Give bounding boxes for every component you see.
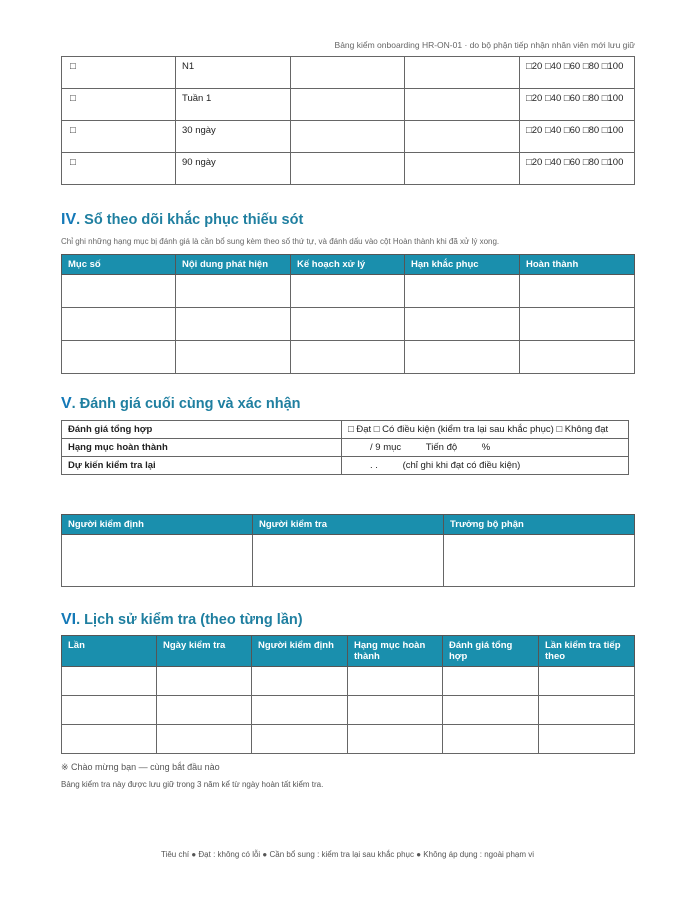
table-header-row xyxy=(62,636,635,667)
recheck-date: . . xyxy=(370,460,378,471)
table-header-row xyxy=(62,255,635,275)
empty-cell[interactable] xyxy=(291,89,405,121)
table-row xyxy=(62,421,629,439)
section-title-vi: VI. Lịch sử kiểm tra (theo từng lần) xyxy=(61,611,303,628)
empty-cell[interactable] xyxy=(539,696,635,725)
empty-cell[interactable] xyxy=(520,275,635,308)
completed-label: Hạng mục hoàn thành xyxy=(62,439,342,457)
column-header: Người kiểm định xyxy=(252,636,348,667)
table-row xyxy=(62,121,635,153)
column-header: Mục số xyxy=(62,255,176,275)
column-header: Người kiểm định xyxy=(62,515,253,535)
empty-cell[interactable] xyxy=(252,696,348,725)
column-header: Hoàn thành xyxy=(520,255,635,275)
column-header: Hạn khắc phục xyxy=(405,255,520,275)
checkbox[interactable]: □ xyxy=(62,89,176,121)
empty-cell[interactable] xyxy=(62,696,157,725)
table-row xyxy=(62,89,635,121)
header-note: Bảng kiểm onboarding HR-ON-01 · do bộ phận tiếp nhận nhân viên mới lưu giữ xyxy=(334,40,635,50)
empty-cell[interactable] xyxy=(348,696,443,725)
empty-cell[interactable] xyxy=(291,121,405,153)
empty-cell[interactable] xyxy=(405,341,520,374)
empty-cell[interactable] xyxy=(348,667,443,696)
empty-cell[interactable] xyxy=(520,341,635,374)
column-header: Trưởng bộ phận xyxy=(444,515,635,535)
checkbox[interactable]: □ xyxy=(62,121,176,153)
empty-cell[interactable] xyxy=(405,308,520,341)
score-options[interactable]: □20 □40 □60 □80 □100 xyxy=(520,153,635,185)
inspection-history-table xyxy=(61,635,635,754)
table-row xyxy=(62,275,635,308)
table-row xyxy=(62,457,629,475)
empty-cell[interactable] xyxy=(62,308,176,341)
checkbox[interactable]: □ xyxy=(62,153,176,185)
stage-cell: 90 ngày xyxy=(176,153,291,185)
remediation-table xyxy=(61,254,635,374)
column-header: Lần xyxy=(62,636,157,667)
empty-cell[interactable] xyxy=(539,667,635,696)
empty-cell[interactable] xyxy=(443,667,539,696)
completed-value[interactable] xyxy=(342,439,629,457)
signature-box[interactable] xyxy=(62,535,253,587)
empty-cell[interactable] xyxy=(405,57,520,89)
stage-cell: N1 xyxy=(176,57,291,89)
empty-cell[interactable] xyxy=(443,696,539,725)
empty-cell[interactable] xyxy=(405,275,520,308)
empty-cell[interactable] xyxy=(291,341,405,374)
column-header: Đánh giá tổng hợp xyxy=(443,636,539,667)
progress-label: Tiến độ xyxy=(425,442,458,453)
footer-note: ※ Chào mừng bạn — cùng bắt đầu nào xyxy=(61,762,220,772)
empty-cell[interactable] xyxy=(176,275,291,308)
empty-cell[interactable] xyxy=(62,667,157,696)
recheck-label: Dự kiến kiểm tra lại xyxy=(62,457,342,475)
empty-cell[interactable] xyxy=(252,725,348,754)
empty-cell[interactable] xyxy=(291,308,405,341)
score-options[interactable]: □20 □40 □60 □80 □100 xyxy=(520,57,635,89)
table-row xyxy=(62,439,629,457)
empty-cell[interactable] xyxy=(157,667,252,696)
table-row xyxy=(62,667,635,696)
empty-cell[interactable] xyxy=(62,275,176,308)
empty-cell[interactable] xyxy=(539,725,635,754)
column-header: Ngày kiểm tra xyxy=(157,636,252,667)
table-row xyxy=(62,535,635,587)
completed-count: / 9 mục xyxy=(370,442,402,453)
table-header-row xyxy=(62,515,635,535)
signature-table xyxy=(61,514,635,587)
empty-cell[interactable] xyxy=(443,725,539,754)
empty-cell[interactable] xyxy=(291,57,405,89)
retention-note: Bảng kiểm tra này được lưu giữ trong 3 năm kể từ ngày hoàn tất kiểm tra. xyxy=(61,780,324,789)
stage-cell: 30 ngày xyxy=(176,121,291,153)
column-header: Người kiểm tra xyxy=(253,515,444,535)
section-note: Chỉ ghi những hạng mục bị đánh giá là cần bổ sung kèm theo số thứ tự, và đánh dấu vào cột Hoàn thành khi đã xử lý xong. xyxy=(61,237,500,246)
section-title-v: V. Đánh giá cuối cùng và xác nhận xyxy=(61,395,301,412)
empty-cell[interactable] xyxy=(176,341,291,374)
percent-sign: % xyxy=(481,442,491,453)
column-header: Nội dung phát hiện xyxy=(176,255,291,275)
criteria-legend: Tiêu chí ● Đạt : không có lỗi ● Cần bổ sung : kiểm tra lại sau khắc phục ● Không áp dụng : ngoài phạm vi xyxy=(160,850,535,859)
empty-cell[interactable] xyxy=(405,153,520,185)
score-options[interactable]: □20 □40 □60 □80 □100 xyxy=(520,121,635,153)
checklist-table xyxy=(61,56,635,185)
checkbox[interactable]: □ xyxy=(62,57,176,89)
table-row xyxy=(62,696,635,725)
table-row xyxy=(62,57,635,89)
stage-cell: Tuần 1 xyxy=(176,89,291,121)
table-row xyxy=(62,153,635,185)
empty-cell[interactable] xyxy=(62,725,157,754)
empty-cell[interactable] xyxy=(348,725,443,754)
empty-cell[interactable] xyxy=(520,308,635,341)
empty-cell[interactable] xyxy=(157,725,252,754)
table-row xyxy=(62,308,635,341)
empty-cell[interactable] xyxy=(291,153,405,185)
table-row xyxy=(62,341,635,374)
empty-cell[interactable] xyxy=(405,89,520,121)
empty-cell[interactable] xyxy=(291,275,405,308)
recheck-note: (chỉ ghi khi đạt có điều kiện) xyxy=(402,460,521,471)
empty-cell[interactable] xyxy=(62,341,176,374)
table-row xyxy=(62,725,635,754)
final-evaluation-table xyxy=(61,420,629,475)
overall-label: Đánh giá tổng hợp xyxy=(62,421,342,439)
section-title-iv: IV. Sổ theo dõi khắc phục thiếu sót xyxy=(61,211,304,228)
overall-options[interactable]: □ Đạt □ Có điều kiện (kiểm tra lại sau khắc phục) □ Không đạt xyxy=(342,421,629,439)
column-header: Hạng mục hoàn thành xyxy=(348,636,443,667)
empty-cell[interactable] xyxy=(405,121,520,153)
score-options[interactable]: □20 □40 □60 □80 □100 xyxy=(520,89,635,121)
signature-box[interactable] xyxy=(444,535,635,587)
column-header: Lần kiểm tra tiếp theo xyxy=(539,636,635,667)
recheck-value[interactable] xyxy=(342,457,629,475)
empty-cell[interactable] xyxy=(157,696,252,725)
empty-cell[interactable] xyxy=(252,667,348,696)
column-header: Kế hoạch xử lý xyxy=(291,255,405,275)
signature-box[interactable] xyxy=(253,535,444,587)
empty-cell[interactable] xyxy=(176,308,291,341)
